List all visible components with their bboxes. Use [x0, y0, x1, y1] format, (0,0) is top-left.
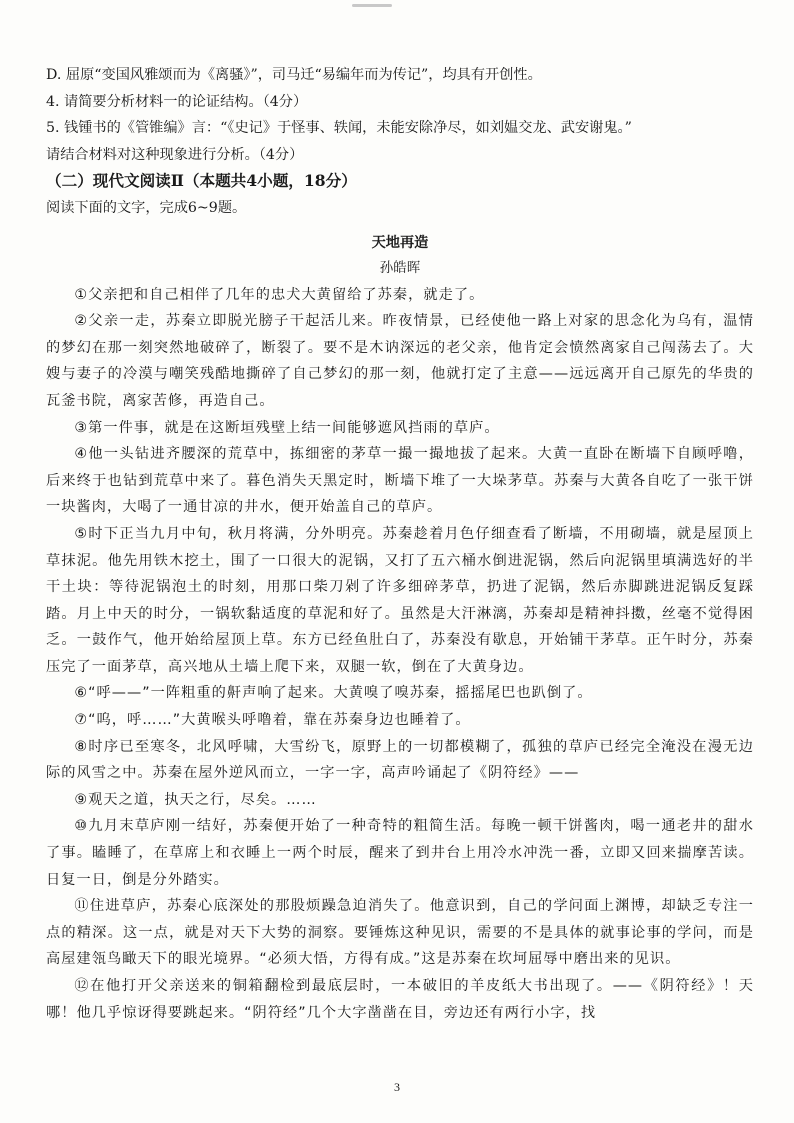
story-paragraph: ⑫在他打开父亲送来的铜箱翻检到最底层时，一本破旧的羊皮纸大书出现了。——《阴符经》！天哪！他几乎惊讶得要跳起来。“阴符经”几个大字凿凿在目，旁边还有两行小字，找	[46, 978, 754, 1021]
story-paragraph: ④他一头钻进齐腰深的荒草中，拣细密的茅草一撮一撮地拔了起来。大黄一直卧在断墙下自顾呼噜，后来终于也钻到荒草中来了。暮色消失天黑定时，断墙下堆了一大垛茅草。苏秦与大黄各自吃了一张干饼一块酱肉，大喝了一通甘凉的井水，便开始盖自己的草庐。	[46, 446, 754, 516]
scan-artifact	[352, 4, 392, 7]
story-paragraph: ⑩九月末草庐刚一结好，苏秦便开始了一种奇特的粗简生活。每晚一顿干饼酱肉，喝一通老井的甜水了事。瞌睡了，在草席上和衣睡上一两个时辰，醒来了到井台上用冷水冲洗一番，立即又回来揣摩苦读。日复一日，倒是分外踏实。	[46, 818, 754, 888]
story-paragraph: ⑦“呜，呼……”大黄喉头呼噜着，靠在苏秦身边也睡着了。	[74, 712, 471, 729]
story-paragraph: ⑨观天之道，执天之行，尽矣。……	[74, 791, 317, 808]
story-paragraph: ①父亲把和自己相伴了几年的忠犬大黄留给了苏秦，就走了。	[74, 286, 485, 303]
story-body	[46, 282, 754, 1027]
story-title: 天地再造	[371, 234, 429, 251]
page-content	[46, 62, 754, 1026]
question-5-line-2: 请结合材料对这种现象进行分析。（4分）	[46, 146, 304, 163]
answer-option-d: D. 屈原“变国风雅颂而为《离骚》”，司马迁“易编年而为传记”，均具有开创性。	[46, 67, 542, 83]
story-paragraph: ②父亲一走，苏秦立即脱光膀子干起活儿来。昨夜情景，已经使他一路上对家的思念化为乌有，温情的梦幻在那一刻突然地破碎了，断裂了。要不是木讷深远的老父亲，他肯定会愤然离家自己闯荡去了。大嫂与妻子的冷漠与嘲笑残酷地撕碎了自己梦幻的那一刻，他就打定了主意——远远离开自己原先的华贵的瓦釜书院，离家苦修，再造自己。	[46, 313, 754, 409]
story-paragraph: ⑥“呼——”一阵粗重的鼾声响了起来。大黄嗅了嗅苏秦，摇摇尾巴也趴倒了。	[74, 685, 593, 702]
section-heading: （二）现代文阅读Ⅱ（本题共4小题，18分）	[46, 171, 357, 191]
question-4: 4. 请简要分析材料一的论证结构。（4分）	[46, 93, 308, 110]
section-instruction: 阅读下面的文字，完成6~9题。	[46, 199, 247, 216]
story-paragraph: ⑤时下正当九月中旬，秋月将满，分外明亮。苏秦趁着月色仔细查看了断墙，不用砌墙，就是屋顶上草抹泥。他先用铁木挖土，围了一口很大的泥锅，又打了五六桶水倒进泥锅，然后向泥锅里填满选好的半干土块：等待泥锅泡土的时刻，用那口柴刀剁了许多细碎茅草，扔进了泥锅，然后赤脚跳进泥锅反复踩踏。月上中天的时分，一锅软黏适度的草泥和好了。虽然是大汗淋漓，苏秦却是精神抖擞，丝毫不觉得困乏。一鼓作气，他开始给屋顶上草。东方已经鱼肚白了，苏秦没有歇息，开始铺干茅草。正午时分，苏秦压完了一面茅草，高兴地从土墙上爬下来，双腿一软，倒在了大黄身边。	[46, 525, 754, 675]
story-paragraph: ⑪住进草庐，苏秦心底深处的那股烦躁急迫消失了。他意识到，自己的学问面上渊博，却缺乏专注一点的精深。这一点，就是对天下大势的洞察。要锤炼这种见识，需要的不是具体的就事论事的学问，而是高屋建瓴鸟瞰天下的眼光境界。“必须大悟，方得有成。”这是苏秦在坎坷屈辱中磨出来的见识。	[46, 898, 754, 968]
story-paragraph: ⑧时序已至寒冬，北风呼啸，大雪纷飞，原野上的一切都模糊了，孤独的草庐已经完全淹没在漫无边际的风雪之中。苏秦在屋外逆风而立，一字一字，高声吟诵起了《阴符经》——	[46, 738, 754, 782]
question-5-line-1: 5. 钱锺书的《管锥编》言：“《史记》于怪事、轶闻，未能安除净尽，如刘媪交龙、武安谢鬼。”	[46, 120, 632, 137]
story-paragraph: ③第一件事，就是在这断垣残壁上结一间能够遮风挡雨的草庐。	[74, 419, 500, 436]
story-author: 孙皓晖	[379, 259, 421, 276]
page-number: 3	[394, 1080, 400, 1094]
